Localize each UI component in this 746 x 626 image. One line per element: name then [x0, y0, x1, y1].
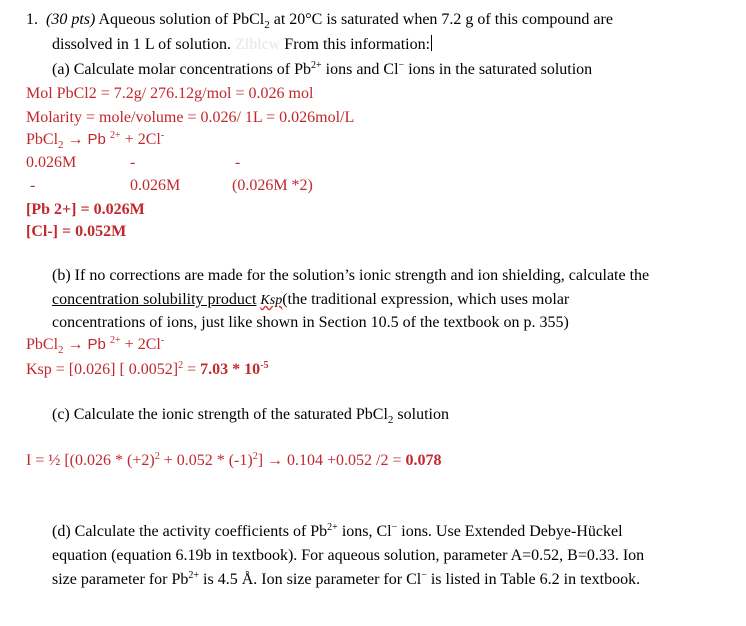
part-a-equation: PbCl$_2$ → Pb $^{2+}$ + 2Cl-	[26, 130, 165, 152]
part-d-line-3: size parameter for $Pb^{2+}$ is 4.5 Å. Ion size parameter for Cl− is listed in Table 6.2 in textbook.	[52, 570, 641, 588]
ice-row2-col3: (0.026M *2)	[232, 177, 313, 194]
part-a-molarity: Molarity = mole/volume = 0.026/ 1L = 0.026mol/L	[26, 109, 355, 126]
part-d-line-2: equation (equation 6.19b in textbook). For aqueous solution, parameter A=0.52, B=0.33. Ion	[52, 547, 645, 564]
ice-row1-col3: -	[235, 154, 241, 171]
part-b-line-1: (b) If no corrections are made for the solution’s ionic strength and ion shielding, calculate the	[52, 267, 650, 284]
ksp-calculation: Ksp = [0.026] [ $0.0052]^2 = 7.03 * 10^{-5}$	[26, 360, 269, 378]
ice-row2-col2: 0.026M	[130, 177, 181, 194]
faint-watermark-text: Zlblcw	[234, 36, 281, 53]
ksp-symbol: Ksp	[260, 293, 283, 308]
ice-row2-col1: -	[30, 177, 36, 194]
ice-row1-col2: -	[130, 154, 136, 171]
part-a-prompt: (a) Calculate molar concentrations of $Pb^{2+}$ ions and Cl− ions in the saturated solution	[52, 60, 593, 78]
points-label: (30 pts)	[46, 11, 96, 28]
question-number: 1.	[26, 11, 38, 28]
text-cursor	[431, 35, 432, 51]
part-a-mol: Mol PbCl2 = 7.2g/ 276.12g/mol = 0.026 mol	[26, 85, 314, 102]
question-line-1: 1. (30 pts) Aqueous solution of PbCl$_2$ at 20°C is saturated when 7.2 g of this compound are	[26, 11, 613, 32]
question-line-2: dissolved in 1 L of solution. Zlblcw From this information:	[52, 36, 431, 53]
ionic-strength-calculation: I = ½ [$(0.026 * (+2)^2 + 0.052 * (-1)^2] \to 0.104 +0.052$ /2 = 0.078	[26, 451, 442, 469]
part-b-equation: PbCl$_2$ → Pb $^{2+}$ + 2Cl-	[26, 335, 165, 357]
pb-concentration-result: [Pb 2+] = 0.026M	[26, 201, 145, 218]
cl-concentration-result: [Cl-] = 0.052M	[26, 223, 127, 240]
ice-row1-col1: 0.026M	[26, 154, 77, 171]
part-b-line-2: concentration solubility product Ksp(the traditional expression, which uses molar	[52, 291, 570, 308]
part-b-line-3: concentrations of ions, just like shown in Section 10.5 of the textbook on p. 355)	[52, 314, 569, 331]
part-c-prompt: (c) Calculate the ionic strength of the saturated PbCl$_2$ solution	[52, 406, 449, 427]
part-d-line-1: (d) Calculate the activity coefficients of $Pb^{2+}$ ions, Cl− ions. Use Extended Debye-Hückel	[52, 522, 623, 540]
